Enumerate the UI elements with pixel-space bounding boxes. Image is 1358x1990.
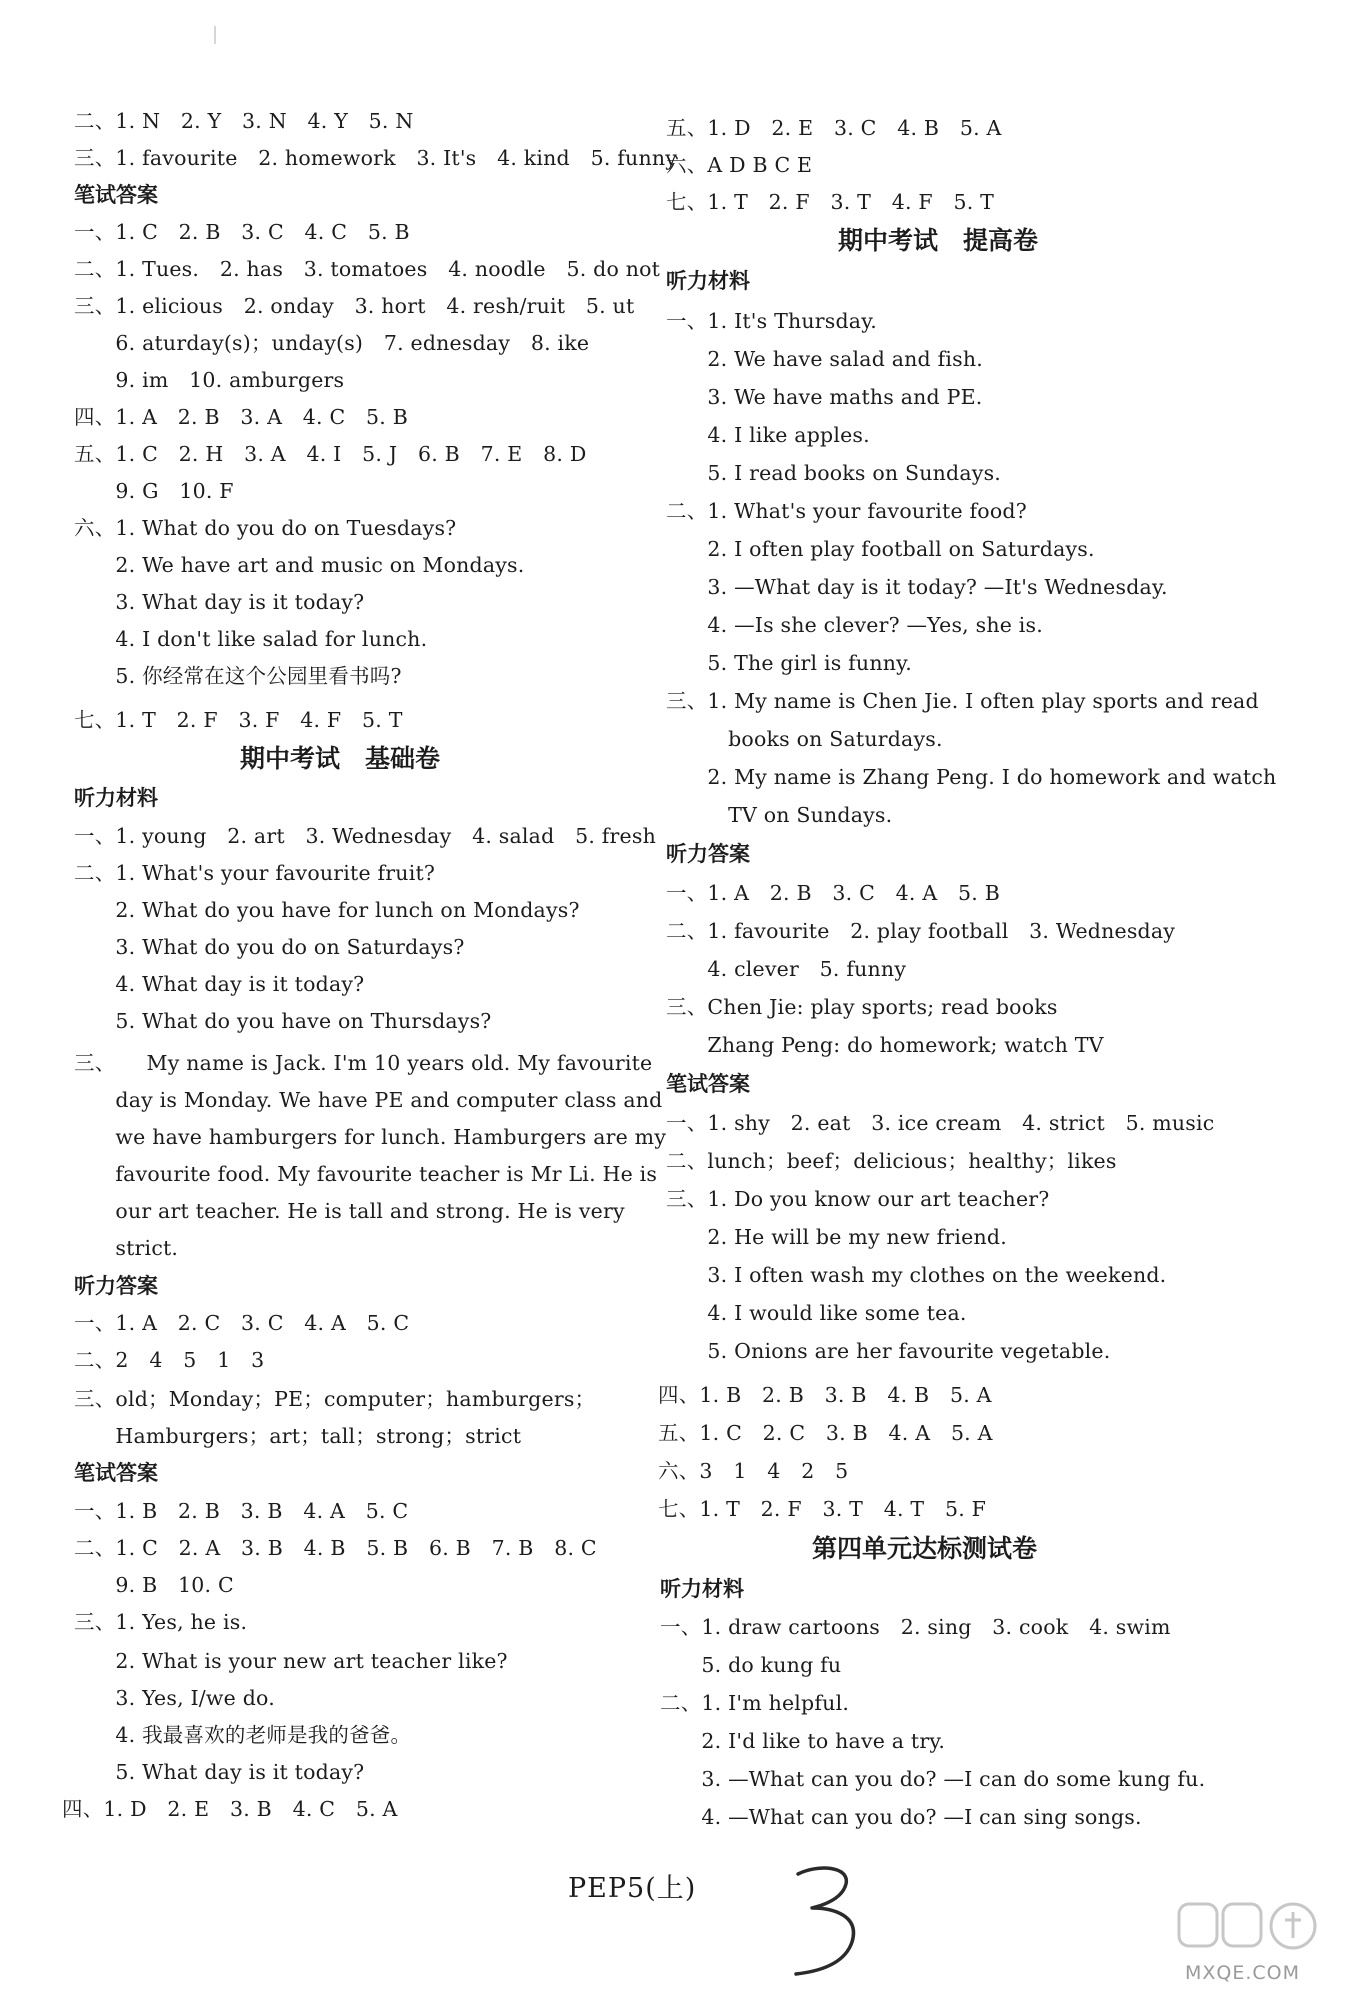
section-label-listening-answers: 听力答案: [74, 1274, 158, 1298]
answer-line: 六、3 1 4 2 5: [658, 1459, 849, 1483]
answer-line: 三、1. Yes, he is.: [74, 1610, 248, 1634]
answer-line: 3. What day is it today?: [74, 590, 365, 614]
passage-line: favourite food. My favourite teacher is Mr Li. He is: [74, 1162, 658, 1186]
answer-line: Hamburgers；art；tall；strong；strict: [74, 1424, 522, 1448]
section-heading-midterm-basic: 期中考试 基础卷: [240, 744, 441, 773]
answer-line: 4. —What can you do? —I can sing songs.: [660, 1805, 1142, 1829]
answer-line: 9. B 10. C: [74, 1573, 234, 1597]
answer-line: 五、1. C 2. C 3. B 4. A 5. A: [658, 1421, 993, 1445]
answer-line: 二、1. C 2. A 3. B 4. B 5. B 6. B 7. B 8. C: [74, 1536, 597, 1560]
answer-line: 4. I like apples.: [666, 423, 870, 447]
answer-line: Zhang Peng: do homework; watch TV: [666, 1033, 1104, 1057]
answer-line: 9. im 10. amburgers: [74, 368, 345, 392]
answer-line: 三、1. elicious 2. onday 3. hort 4. resh/ruit 5. ut: [74, 294, 635, 318]
answer-line: 二、lunch；beef；delicious；healthy；likes: [666, 1149, 1117, 1173]
answer-line: 6. aturday(s)；unday(s) 7. ednesday 8. ike: [74, 331, 590, 355]
answer-line: 4. I don't like salad for lunch.: [74, 627, 428, 651]
passage-line: 三、 My name is Jack. I'm 10 years old. My favourite: [74, 1051, 653, 1075]
answer-line: 三、1. My name is Chen Jie. I often play sports and read: [666, 689, 1259, 713]
answer-line: 3. I often wash my clothes on the weekend.: [666, 1263, 1167, 1287]
watermark-logo: [1175, 1898, 1325, 1960]
answer-line: 5. The girl is funny.: [666, 651, 912, 675]
answer-line: 二、1. favourite 2. play football 3. Wednesday: [666, 919, 1176, 943]
answer-line: 5. 你经常在这个公园里看书吗?: [74, 664, 402, 688]
answer-line: 3. —What can you do? —I can do some kung fu.: [660, 1767, 1206, 1791]
section-label-listening-material: 听力材料: [666, 269, 750, 293]
answer-line: 2. What do you have for lunch on Mondays?: [74, 898, 580, 922]
section-heading-unit4: 第四单元达标测试卷: [812, 1534, 1038, 1563]
answer-line: 七、1. T 2. F 3. T 4. F 5. T: [666, 190, 995, 214]
section-label-written: 笔试答案: [74, 1461, 158, 1485]
answer-line: 三、1. favourite 2. homework 3. It's 4. kind 5. funny: [74, 146, 678, 170]
answer-line: 2. I'd like to have a try.: [660, 1729, 946, 1753]
answer-line: 二、1. I'm helpful.: [660, 1691, 850, 1715]
answer-line: books on Saturdays.: [666, 727, 943, 751]
passage-line: strict.: [74, 1236, 179, 1260]
answer-line: 2. We have salad and fish.: [666, 347, 983, 371]
answer-line: 3. Yes, I/we do.: [74, 1686, 275, 1710]
answer-line: 三、Chen Jie: play sports; read books: [666, 995, 1058, 1019]
answer-line: 二、1. What's your favourite food?: [666, 499, 1027, 523]
answer-line: 5. I read books on Sundays.: [666, 461, 1002, 485]
answer-line: 一、1. draw cartoons 2. sing 3. cook 4. swim: [660, 1615, 1171, 1639]
passage-line: we have hamburgers for lunch. Hamburgers are my: [74, 1125, 667, 1149]
answer-line: 七、1. T 2. F 3. T 4. T 5. F: [658, 1497, 987, 1521]
answer-line: 4. clever 5. funny: [666, 957, 907, 981]
answer-line: 六、A D B C E: [666, 153, 813, 177]
section-label-listening-material: 听力材料: [74, 786, 158, 810]
handwritten-page-number: [790, 1862, 870, 1980]
section-label-listening-material: 听力材料: [660, 1577, 744, 1601]
answer-line: 2. My name is Zhang Peng. I do homework and watch: [666, 765, 1277, 789]
answer-line: 2. He will be my new friend.: [666, 1225, 1007, 1249]
answer-line: 一、1. A 2. C 3. C 4. A 5. C: [74, 1311, 410, 1335]
answer-line: 4. I would like some tea.: [666, 1301, 967, 1325]
section-label-written: 笔试答案: [666, 1072, 750, 1096]
answer-line: 5. do kung fu: [660, 1653, 842, 1677]
page-label: PEP5(上): [568, 1873, 697, 1904]
section-label-listening-answers: 听力答案: [666, 842, 750, 866]
answer-line: 3. We have maths and PE.: [666, 385, 983, 409]
answer-line: 4. What day is it today?: [74, 972, 365, 996]
watermark-text: MXQE.COM: [1185, 1962, 1301, 1984]
answer-line: 一、1. A 2. B 3. C 4. A 5. B: [666, 881, 1001, 905]
answer-line: 四、1. A 2. B 3. A 4. C 5. B: [74, 405, 409, 429]
answer-line: 六、1. What do you do on Tuesdays?: [74, 516, 457, 540]
answer-line: 四、1. B 2. B 3. B 4. B 5. A: [658, 1383, 992, 1407]
answer-line: 二、2 4 5 1 3: [74, 1348, 265, 1372]
answer-line: 3. What do you do on Saturdays?: [74, 935, 465, 959]
answer-line: 七、1. T 2. F 3. F 4. F 5. T: [74, 708, 403, 732]
answer-line: 5. Onions are her favourite vegetable.: [666, 1339, 1111, 1363]
answer-line: TV on Sundays.: [666, 803, 893, 827]
answer-line: 三、1. Do you know our art teacher?: [666, 1187, 1050, 1211]
answer-line: 二、1. Tues. 2. has 3. tomatoes 4. noodle 5. do not: [74, 257, 661, 281]
section-label-written: 笔试答案: [74, 183, 158, 207]
answer-line: 一、1. C 2. B 3. C 4. C 5. B: [74, 220, 410, 244]
answer-line: 4. 我最喜欢的老师是我的爸爸。: [74, 1723, 412, 1747]
answer-line: 二、1. N 2. Y 3. N 4. Y 5. N: [74, 109, 414, 133]
answer-line: 五、1. D 2. E 3. C 4. B 5. A: [666, 116, 1002, 140]
answer-line: 4. —Is she clever? —Yes, she is.: [666, 613, 1043, 637]
passage-line: our art teacher. He is tall and strong. He is very: [74, 1199, 625, 1223]
answer-line: 2. I often play football on Saturdays.: [666, 537, 1095, 561]
answer-line: 5. What do you have on Thursdays?: [74, 1009, 492, 1033]
answer-line: 二、1. What's your favourite fruit?: [74, 861, 436, 885]
scan-mark: [214, 26, 216, 44]
passage-line: day is Monday. We have PE and computer class and: [74, 1088, 663, 1112]
answer-line: 5. What day is it today?: [74, 1760, 365, 1784]
answer-line: 2. What is your new art teacher like?: [74, 1649, 508, 1673]
answer-line: 四、1. D 2. E 3. B 4. C 5. A: [62, 1797, 398, 1821]
section-heading-midterm-advanced: 期中考试 提高卷: [838, 226, 1039, 255]
answer-line: 一、1. shy 2. eat 3. ice cream 4. strict 5. music: [666, 1111, 1215, 1135]
answer-line: 2. We have art and music on Mondays.: [74, 553, 525, 577]
answer-line: 一、1. young 2. art 3. Wednesday 4. salad 5. fresh: [74, 824, 657, 848]
answer-line: 三、old；Monday；PE；computer；hamburgers；: [74, 1387, 596, 1411]
answer-line: 9. G 10. F: [74, 479, 234, 503]
answer-line: 一、1. It's Thursday.: [666, 309, 878, 333]
answer-line: 一、1. B 2. B 3. B 4. A 5. C: [74, 1499, 409, 1523]
answer-line: 3. —What day is it today? —It's Wednesday.: [666, 575, 1168, 599]
answer-line: 五、1. C 2. H 3. A 4. I 5. J 6. B 7. E 8. D: [74, 442, 587, 466]
